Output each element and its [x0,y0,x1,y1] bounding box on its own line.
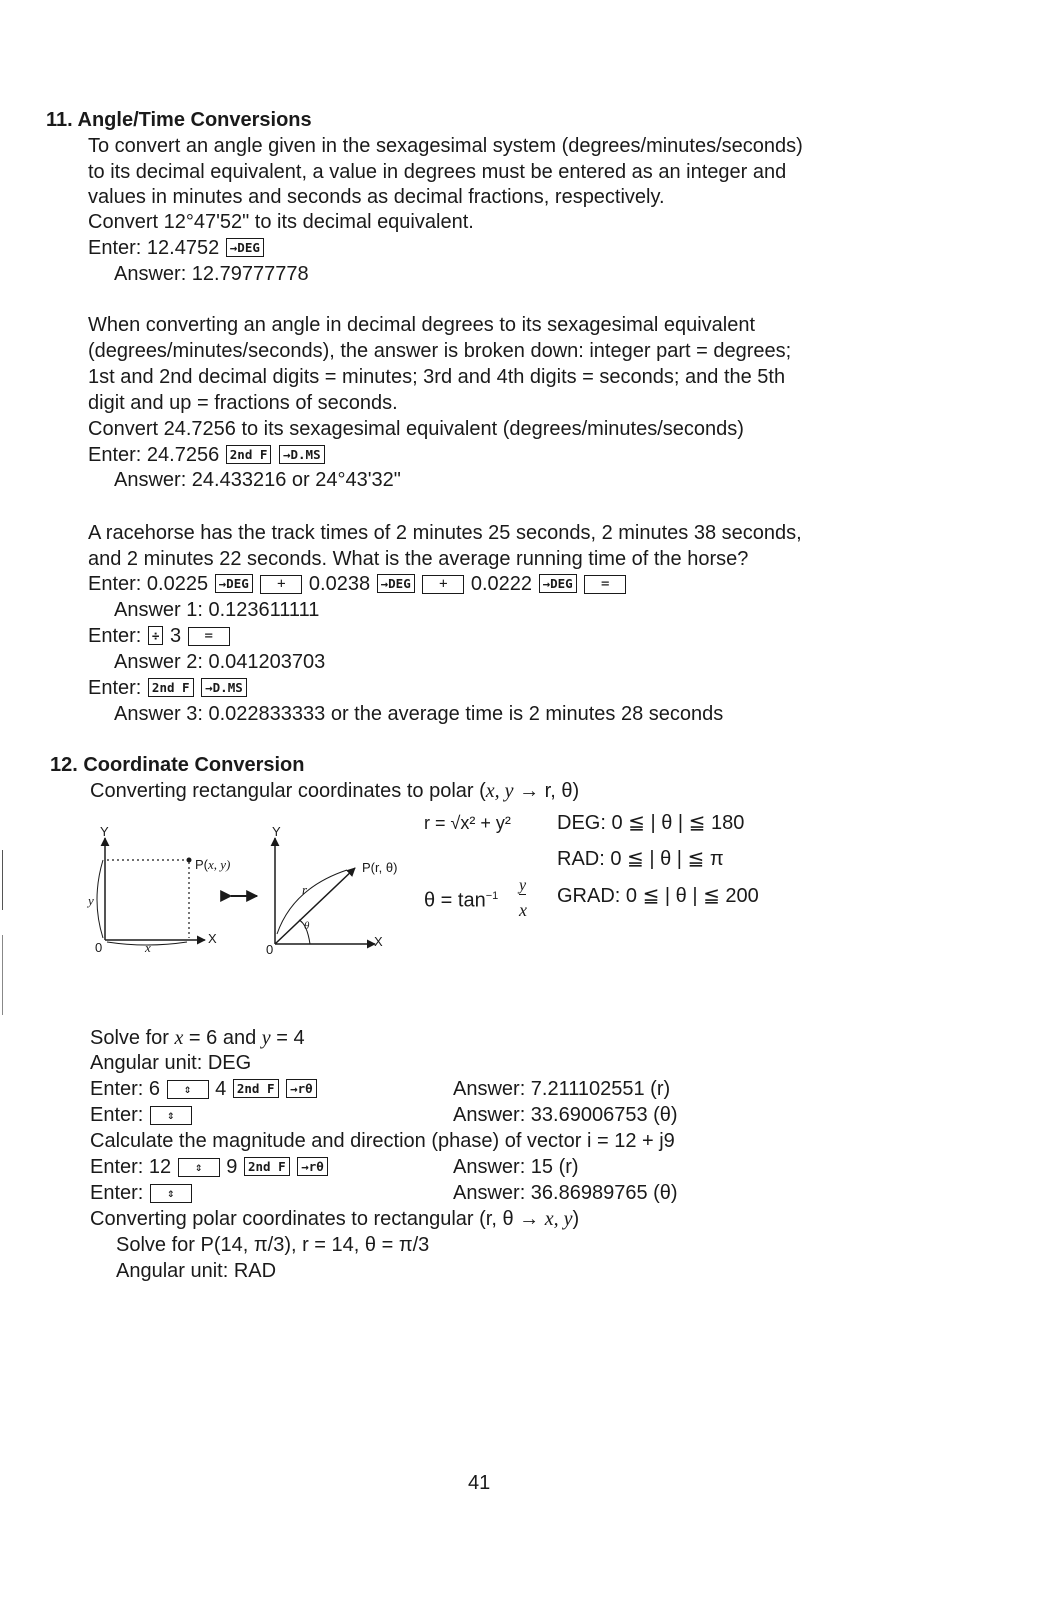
enter-label: Enter: [88,625,142,647]
intro-line: Converting rectangular coordinates to polar (x, y → r, θ) [90,780,580,802]
enter-value: 3 [170,625,182,647]
enter-line: Enter: 6 ⇕ 4 2nd F →rθ [90,1077,318,1101]
plus-key: + [422,575,464,594]
answer-line: Answer 2: 0.041203703 [114,651,326,673]
calc-line: Calculate the magnitude and direction (phase) of vector i = 12 + j9 [90,1130,675,1152]
swap-key: ⇕ [167,1080,209,1099]
plus-key: + [260,575,302,594]
dms-key: →D.MS [279,445,325,464]
answer-line: Answer: 7.211102551 (r) [453,1078,671,1100]
enter-line: Enter: 12 ⇕ 9 2nd F →rθ [90,1155,329,1179]
section-11-heading: 11. Angle/Time Conversions [46,109,312,131]
divide-key: ÷ [148,626,164,645]
rtheta-key: →rθ [297,1157,328,1176]
enter-value: 24.7256 [146,444,220,466]
y-brace-label: y [88,893,94,908]
x-label: X [208,931,217,946]
second-function-key: 2nd F [233,1079,279,1098]
second-function-key: 2nd F [226,445,272,464]
solve-line: Solve for P(14, π/3), r = 14, θ = π/3 [116,1234,430,1256]
paragraph-line: A racehorse has the track times of 2 minutes 25 seconds, 2 minutes 38 seconds, [88,522,802,544]
paragraph-line: 1st and 2nd decimal digits = minutes; 3rd and 4th digits = seconds; and the 5th [88,366,786,388]
enter-label: Enter: [88,677,142,699]
formula-theta: $\theta = \tan^{-1}$ [424,889,499,912]
second-function-key: 2nd F [148,678,194,697]
paragraph-line: to its decimal equivalent, a value in degrees must be entered as an integer and [88,161,787,183]
second-function-key: 2nd F [244,1157,290,1176]
enter-line [88,443,326,467]
origin-label: 0 [95,940,103,955]
enter-value: 0.0225 [146,573,209,595]
angular-unit: Angular unit: RAD [116,1260,277,1282]
deg-key: →DEG [539,574,577,593]
polar-line: Converting polar coordinates to rectangular (r, θ → x, y) [90,1208,580,1230]
range-rad: RAD: 0 ≦ | θ | ≦ π [557,848,724,870]
y-label: Y [272,824,281,839]
coordinate-diagram [85,818,405,958]
y-label: Y [100,824,109,839]
dms-key: →D.MS [201,678,247,697]
answer-line: Answer: 33.69006753 (θ) [453,1104,678,1126]
range-deg: DEG: 0 ≦ | θ | ≦ 180 [557,812,745,834]
r-arc [277,870,347,934]
page-number: 41 [468,1472,491,1494]
enter-value: 12.4752 [146,237,220,259]
enter-value: 0.0238 [308,573,371,595]
margin-mark [2,935,3,1015]
point-label: P(r, θ) [362,860,398,875]
enter-line [88,236,265,260]
enter-line [88,624,231,648]
rtheta-key: →rθ [286,1079,317,1098]
paragraph-line: When converting an angle in decimal degrees to its sexagesimal equivalent [88,314,756,336]
equals-key: = [584,575,626,594]
answer-line: Answer 3: 0.022833333 or the average time is 2 minutes 28 seconds [114,703,724,725]
formula-r: r = √x² + y² [424,813,511,833]
swap-key: ⇕ [150,1106,192,1125]
fraction-numerator: y [519,877,527,894]
answer-line: Answer: 36.86989765 (θ) [453,1182,678,1204]
enter-label: Enter: [88,573,142,595]
enter-label: Enter: [88,444,142,466]
fraction-denominator: x [519,900,527,920]
x-brace-label: x [145,940,151,955]
r-label: r [302,882,308,897]
margin-mark [2,850,3,910]
enter-label: Enter: [88,237,142,259]
paragraph-line: digit and up = fractions of seconds. [88,392,398,414]
radius-vector [275,868,355,944]
paragraph-line: values in minutes and seconds as decimal fractions, respectively. [88,186,665,208]
deg-key: →DEG [226,238,264,257]
enter-line [88,676,248,700]
enter-line [88,572,627,596]
theta-label: θ [304,920,310,932]
deg-key: →DEG [377,574,415,593]
solve-line: Solve for x = 6 and y = 4 [90,1027,305,1049]
example-question: Convert 12°47'52" to its decimal equivalent. [88,211,474,233]
answer-line: Answer: 12.79777778 [114,263,309,285]
enter-line: Enter: ⇕ [90,1103,193,1127]
paragraph-line: and 2 minutes 22 seconds. What is the average running time of the horse? [88,548,749,570]
range-grad: GRAD: 0 ≦ | θ | ≦ 200 [557,885,759,907]
deg-key: →DEG [215,574,253,593]
section-12-heading: 12. Coordinate Conversion [50,754,305,776]
enter-line: Enter: ⇕ [90,1181,193,1205]
origin-label: 0 [266,942,274,957]
swap-key: ⇕ [178,1158,220,1177]
answer-line: Answer: 24.433216 or 24°43'32" [114,469,401,491]
x-label: X [374,934,383,949]
paragraph-line: (degrees/minutes/seconds), the answer is broken down: integer part = degrees; [88,340,792,362]
swap-key: ⇕ [150,1184,192,1203]
paragraph-line: To convert an angle given in the sexagesimal system (degrees/minutes/seconds) [88,135,803,157]
answer-line: Answer 1: 0.123611111 [114,599,320,621]
example-question: Convert 24.7256 to its sexagesimal equivalent (degrees/minutes/seconds) [88,418,744,440]
point-label: P(x, y) [195,857,231,872]
y-brace [97,860,103,938]
angular-unit: Angular unit: DEG [90,1052,252,1074]
answer-line: Answer: 15 (r) [453,1156,579,1178]
enter-value: 0.0222 [470,573,533,595]
equals-key: = [188,627,230,646]
point-p [187,858,192,863]
